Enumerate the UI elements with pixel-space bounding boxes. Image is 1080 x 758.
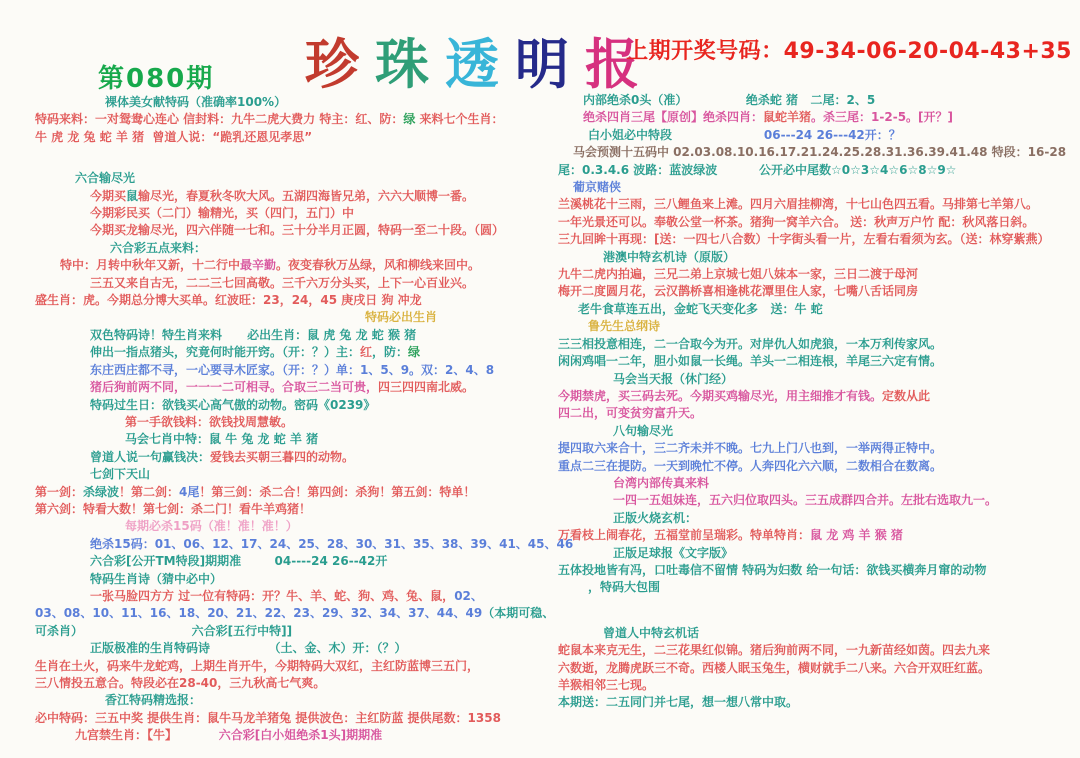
text-segment: 特码过生日：欲钱买心高气傲的动物。密码《0239》	[90, 397, 376, 412]
text-segment: 第一剑：	[35, 484, 84, 499]
text-line	[35, 588, 557, 605]
text-line	[558, 92, 1073, 109]
text-line	[35, 292, 557, 309]
text-line	[35, 94, 557, 111]
text-segment: 裸体美女献特码（准确率100%）	[105, 95, 287, 109]
text-segment: 一年光景还可以。奉敬公堂一杯茶。猪狗一窝羊六合。 送：秋声万户竹 配：秋风落日斜。	[558, 214, 1035, 229]
text-segment: 提四取六来合十，三二齐未并不晚。七九上门八也到，一举两得正特中。	[558, 441, 943, 456]
text-segment: 一张马脸四方方 过一位有特码：开？牛、羊、蛇、狗、鸡、兔、鼠，	[90, 588, 455, 603]
text-line	[35, 129, 557, 146]
text-line	[35, 466, 557, 483]
text-segment: 台湾内部传真来料	[613, 475, 710, 490]
text-line	[558, 545, 1073, 562]
text-line	[558, 162, 1073, 179]
text-line	[35, 111, 557, 128]
text-line	[35, 658, 557, 675]
text-segment: 六数逝，龙腾虎跃三不奇。西楼人眠玉兔生，横财就手二八来。六合开双旺红蓝。	[558, 660, 991, 675]
text-segment: 来料七个生肖：	[415, 112, 504, 127]
text-line	[35, 484, 557, 501]
text-line	[558, 642, 1073, 659]
text-line	[35, 623, 557, 640]
text-segment: 爱钱去买朝三暮四的动物。	[210, 449, 355, 464]
text-segment: 梅开二度圆月花，云汉鹊桥喜相逢桃花潭里住人家，七嘴八舌话同房	[558, 284, 919, 299]
text-segment: 正版火烧玄机：	[613, 510, 698, 525]
text-line	[558, 179, 1073, 196]
text-segment: 盛生肖：虎。今期总分博大买单。红波旺：23，24，45 庚戌日 狗 冲龙	[35, 293, 422, 308]
text-segment: 绝杀15码：01、06、12、17、24、25、28、30、31、35、38、39、41、45、46	[90, 536, 574, 551]
text-segment: 鲁先生总纲诗	[588, 319, 661, 334]
text-line	[35, 449, 557, 466]
text-line	[558, 405, 1073, 422]
text-line	[35, 518, 557, 535]
text-line	[558, 475, 1073, 492]
text-segment: 三九回眸十再现：[送：一四七八合数）十字街头看一片，左看右看须为玄。（送：林穿紫燕）	[558, 232, 1050, 247]
text-segment: 九宫禁生肖：【牛】	[75, 728, 178, 743]
text-line	[558, 266, 1073, 283]
text-segment: 葡京赌侠	[573, 180, 622, 195]
text-segment: 第一手欲钱料：欲钱找周慧敏。	[125, 414, 294, 429]
issue-number: 第080期	[98, 64, 215, 94]
text-segment: 鼠	[126, 188, 139, 203]
text-segment: 今期彩民买（二门）输精光，买（四门，五门）中	[90, 206, 355, 221]
text-line	[35, 240, 557, 257]
text-line	[35, 675, 557, 692]
text-line	[35, 327, 557, 344]
text-segment: 定数从此	[882, 388, 931, 403]
text-segment: 双色特码诗！特生肖来料 必出生肖：鼠 虎 兔 龙 蛇 猴 猪	[90, 327, 417, 342]
title-char: 报	[585, 32, 655, 96]
text-segment: 第六剑：特看大数！第七剑：杀二门！看牛羊鸡猪！	[35, 501, 312, 516]
text-segment: 重点二三在提防。一天到晚忙不停。人奔四化六六顺，二数相合在数离。	[558, 458, 943, 473]
text-segment: 特中：月转中秋年又新，十二行中	[60, 258, 241, 273]
text-line	[558, 527, 1073, 544]
text-line	[35, 397, 557, 414]
text-line	[35, 257, 557, 274]
right-column	[558, 92, 1073, 712]
text-segment: 红	[360, 345, 373, 360]
text-segment: 兰溪桃花十三雨，三八鲤鱼来上滩。四月六眉挂柳湾，十七山色四五看。马排第七羊第八。	[558, 197, 1039, 212]
text-line	[35, 727, 557, 744]
text-segment: 本期送：二五同门并七尾，想一想八常中取。	[558, 695, 799, 710]
text-segment: 尾：0.3.4.6 波路：蓝波绿波 公开必中尾数☆0☆3☆4☆6☆8☆9☆	[558, 162, 957, 177]
text-line	[558, 579, 1073, 596]
text-line	[558, 625, 1073, 642]
text-segment: 六合彩五点来料：	[110, 240, 207, 255]
text-segment: 四三四四南北威。	[378, 380, 475, 395]
text-segment: 特码生肖诗（猜中必中）	[90, 571, 223, 586]
text-segment: 正版足球报《文字版》	[613, 545, 734, 560]
text-segment: 羊猴相邻三七现。	[558, 678, 655, 692]
text-line	[558, 492, 1073, 509]
text-segment: 三三相投意相连，二一合取今为开。对岸仇人如虎狼，一本万利传家风。	[558, 336, 943, 351]
text-segment: 输尽光，春夏秋冬吹大风。五湖四海皆兄弟，六六大顺博一番。	[138, 188, 475, 203]
left-column	[35, 94, 574, 745]
text-segment: 一四一五姐妹连，五六归位取四头。三五成群四合并。左批右选取九一。	[613, 493, 998, 508]
text-line	[35, 344, 557, 361]
text-line	[35, 188, 557, 205]
text-line	[35, 309, 557, 326]
text-line	[35, 692, 557, 709]
text-line	[558, 510, 1073, 527]
text-line	[558, 196, 1073, 213]
text-line	[558, 660, 1073, 677]
text-line	[558, 353, 1073, 370]
text-line	[35, 431, 557, 448]
text-line	[35, 571, 557, 588]
text-line	[35, 640, 557, 657]
text-line	[35, 536, 574, 553]
text-line	[35, 605, 557, 622]
text-line	[558, 249, 1073, 266]
last-draw-numbers: 上期开奖号码：49-34-06-20-04-43+35	[626, 39, 1072, 64]
text-segment: 今期买龙输尽光，四六伴随一七和。三十分半月正圆，特码一至二十段。（圆）	[90, 223, 505, 238]
title-char: 透	[445, 32, 515, 96]
text-line	[35, 553, 557, 570]
text-segment: 万看枝上闹春花，五福堂前呈瑞彩。特单特肖：	[558, 528, 811, 543]
text-segment: 曾道人中特玄机话	[603, 625, 700, 640]
text-segment: 生肖在土火，码来牛龙蛇鸡，上期生肖开牛，今期特码大双红，主红防蓝博三五门，	[35, 658, 480, 673]
text-segment: 特码必出生肖	[365, 310, 438, 325]
text-line	[558, 440, 1073, 457]
text-segment: 五体投地皆有冯，口吐毒信不留情 特码为妇数 给一句话：欲钱买横奔月窜的动物	[558, 562, 987, 577]
text-line	[35, 362, 557, 379]
title-char: 珠	[375, 32, 445, 96]
text-line	[558, 127, 1073, 144]
text-line	[558, 301, 1073, 318]
text-line	[35, 379, 557, 396]
text-line	[558, 336, 1073, 353]
text-segment: 可杀肖） 六合彩[五行中特]]	[35, 623, 293, 638]
text-line	[558, 677, 1073, 694]
text-segment: 特码来料：一对鸳鸯心连心 信封料：九牛二虎大费力 特主：红、防：	[35, 112, 404, 127]
text-line	[35, 222, 557, 239]
text-segment: 必中特码：三五中奖 提供生肖：鼠牛马龙羊猪兔 提供波色：主红防蓝 提供尾数：1358	[35, 710, 501, 725]
text-segment: 。夜变春秋万丛绿，风和柳线来回中。	[276, 258, 481, 273]
text-segment: 港澳中特玄机诗（原版）	[603, 249, 736, 264]
text-segment: 七剑下天山	[90, 467, 151, 482]
text-segment: 今期禁虎，买三码去死。今期买鸡输尽光，用主细推才有钱。	[558, 388, 883, 403]
text-segment: 最辛勤	[240, 258, 277, 273]
text-line	[558, 371, 1073, 388]
text-segment: 。杀三尾：1-2-5。[开？]	[811, 110, 954, 125]
text-segment: 马会当天报（休门经）	[613, 371, 734, 386]
text-segment: 绿	[403, 112, 416, 127]
text-segment: 曾道人说一句赢钱决：	[90, 449, 211, 464]
text-segment: 鼠 龙 鸡 羊 猴 猪	[810, 528, 903, 543]
text-line	[558, 562, 1073, 579]
title-char: 明	[515, 32, 585, 96]
text-segment: 蛇鼠本来克无生，二三花果红似锦。猪后狗前两不同，一九新苗经如茵。四去九来	[558, 643, 991, 658]
text-segment: 六合彩[白小姐绝杀1头]期期准	[177, 728, 383, 743]
text-segment: 伸出一指点猪头，究竟何时能开窍。（开：？）主：	[90, 345, 361, 360]
text-segment: 正版极准的生肖特码诗 （土、金、木）开：（？）	[90, 641, 407, 656]
text-segment: 杀绿波	[83, 484, 120, 499]
text-segment: ，特码大包围	[588, 580, 661, 595]
text-segment: （本期可稳、	[482, 606, 555, 621]
text-segment: 香江特码精选报：	[105, 693, 202, 708]
text-line	[35, 170, 557, 187]
text-segment: 猪后狗前两不同，一一一二可相寻。合取三二当可贵，	[90, 380, 379, 395]
text-segment: 绿	[408, 345, 421, 360]
text-segment: 九牛二虎内拍遍，三兄二弟上京城七姐八妹本一家，三日二渡于母河	[558, 267, 919, 282]
text-line	[558, 144, 1073, 161]
text-segment: 白小姐必中特段	[588, 127, 673, 142]
text-line	[558, 283, 1073, 300]
text-line	[558, 388, 1073, 405]
text-line	[558, 109, 1073, 126]
text-line	[558, 423, 1073, 440]
text-segment: 东庄西庄都不寻，一心要寻木匠家。（开：？）单：1、5、9。双：2、4、8	[90, 362, 495, 377]
text-segment: ！第二剑：	[119, 484, 180, 499]
text-line	[558, 318, 1073, 335]
text-segment: 八句输尽光	[613, 423, 674, 438]
text-segment: 每期必杀15码（准！准！准！）	[125, 519, 298, 534]
text-segment: ！第三剑：杀二合！第四剑：杀狗！第五剑：特单！	[199, 484, 476, 499]
newspaper-title	[305, 22, 655, 99]
text-segment: 闲闲鸡唱一二年，胆小如鼠一长绳。羊头一二相连根，羊尾三六定有情。	[558, 354, 943, 369]
text-segment: 内部绝杀0头（准） 绝杀蛇 猪 二尾：2、5	[583, 93, 876, 107]
text-segment: 马会预测十五码中 02.03.08.10.16.17.21.24.25.28.31.36.39.41.48 特段：16-28	[573, 145, 1067, 160]
text-segment: 马会七肖中特：鼠 牛 兔 龙 蛇 羊 猪	[125, 432, 319, 447]
text-segment: 六合输尽光	[75, 171, 136, 186]
text-segment: 03、08、10、11、16、18、20、21、22、23、29、32、34、37、44、49	[35, 606, 483, 621]
text-segment: 三五又来自古无，二二三七回高敬。三千六万分头买，上下一心百业兴。	[90, 275, 475, 290]
text-segment: 4尾	[179, 484, 200, 499]
text-segment: 02、	[454, 588, 483, 603]
text-segment: 牛 虎 龙 兔 蛇 羊 猪 曾道人说：“跪乳还恩见孝思”	[35, 129, 313, 144]
text-line	[35, 501, 557, 518]
text-line	[558, 214, 1073, 231]
title-char: 珍	[305, 32, 375, 96]
text-segment: 绝杀四肖三尾【原创】绝杀四肖：	[583, 110, 764, 125]
text-segment: 四二出，可变贫穷富升天。	[558, 406, 703, 421]
text-segment: 今期买	[90, 188, 127, 203]
text-line	[558, 694, 1073, 711]
text-line	[558, 458, 1073, 475]
text-line	[35, 414, 557, 431]
text-line	[35, 275, 557, 292]
text-segment: 六合彩[公开TM特段]期期准 04----24 26--42开	[90, 554, 388, 569]
text-segment: 06---24 26---42开：？	[672, 127, 901, 142]
text-line	[558, 231, 1073, 248]
text-line	[35, 710, 557, 727]
text-segment: 鼠蛇羊猪	[763, 110, 812, 125]
text-segment: ，防：	[372, 345, 409, 360]
text-line	[35, 205, 557, 222]
text-segment: 三八情投五意合。特段必在28-40，三九秋高七气爽。	[35, 676, 326, 690]
text-segment: 老牛食草连五出，金蛇飞天变化多 送：牛 蛇	[578, 301, 823, 316]
